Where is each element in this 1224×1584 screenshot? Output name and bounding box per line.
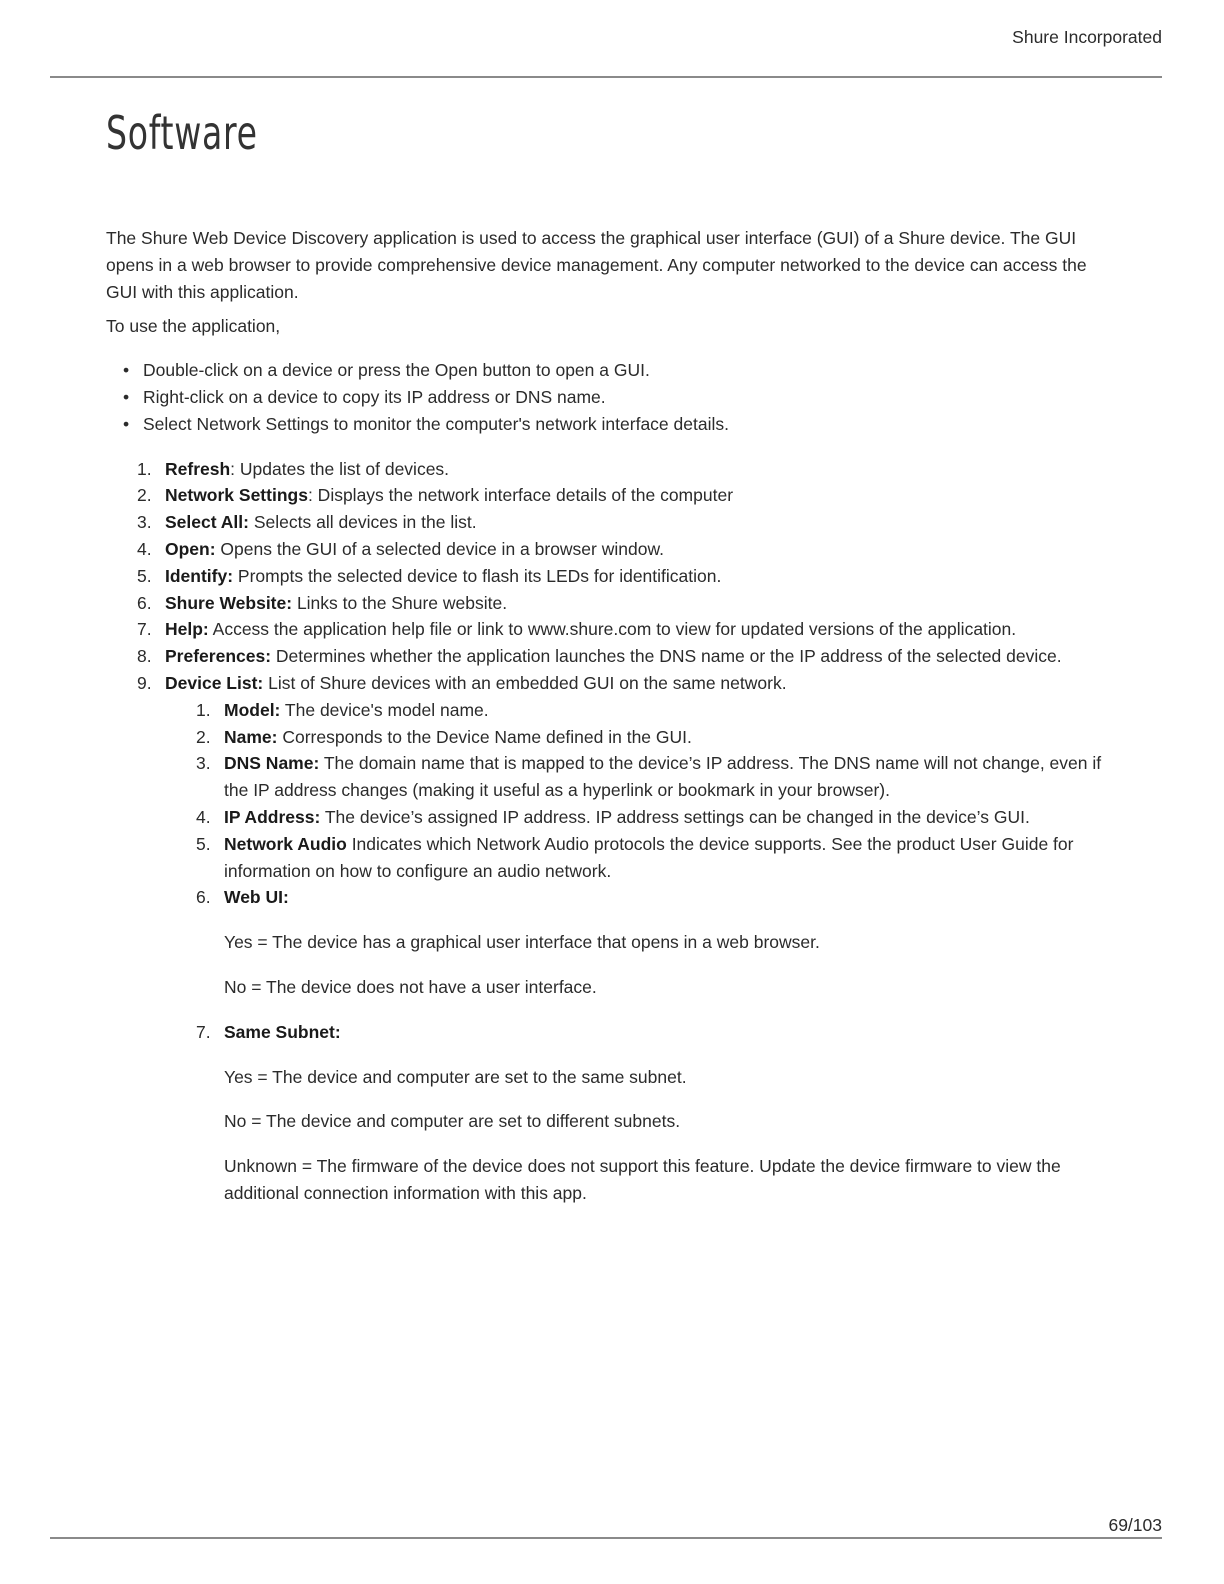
page-number: 69/103 xyxy=(1108,1515,1162,1535)
list-item: • Right-click on a device to copy its IP address or DNS name. xyxy=(106,384,1116,411)
list-item: 3. Select All: Selects all devices in the list. xyxy=(137,512,477,533)
list-item: 6. Web UI: Yes = The device has a graphical user interface that opens in a web browser. No = The device does not have a user interface. xyxy=(165,884,1116,1000)
list-item: 2. Network Settings: Displays the network interface details of the computer xyxy=(137,485,734,506)
footer-divider xyxy=(50,1537,1162,1539)
list-item: 4. IP Address: The device’s assigned IP address. IP address settings can be changed in the device’s GUI. xyxy=(196,806,1030,827)
device-list-columns xyxy=(165,697,1116,1207)
subnet-no-paragraph: No = The device and computer are set to different subnets. xyxy=(224,1111,681,1132)
list-item: 8. Preferences: Determines whether the application launches the DNS name or the IP address of the selected device. xyxy=(137,646,1062,667)
subnet-unknown-paragraph: Unknown = The firmware of the device does not support this feature. Update the device firmware to view the additional connection information with this app. xyxy=(224,1156,1061,1203)
list-item: 1. Model: The device's model name. xyxy=(196,699,489,720)
page-content xyxy=(106,100,1116,1207)
usage-bullet-list xyxy=(106,357,1116,437)
list-item: 1. Refresh: Updates the list of devices. xyxy=(137,458,450,479)
webui-no-paragraph: No = The device does not have a user interface. xyxy=(224,976,597,997)
list-item: 5. Network Audio Indicates which Network Audio protocols the device supports. See the product User Guide for information on how to configure an audio network. xyxy=(196,833,1074,881)
list-item: 2. Name: Corresponds to the Device Name defined in the GUI. xyxy=(196,726,692,747)
bullet-icon: • xyxy=(123,413,130,434)
list-item: • Select Network Settings to monitor the computer's network interface details. xyxy=(106,411,1116,438)
intro-paragraph: The Shure Web Device Discovery application is used to access the graphical user interface (GUI) of a Shure device. The GUI opens in a web browser to provide comprehensive device management. Any computer networked to the device can access the GUI with this application. xyxy=(106,228,1087,302)
company-name: Shure Incorporated xyxy=(1012,27,1162,47)
page-title: Software xyxy=(106,106,258,160)
feature-list xyxy=(106,456,1116,1207)
use-paragraph: To use the application, xyxy=(106,316,281,337)
webui-yes-paragraph: Yes = The device has a graphical user interface that opens in a web browser. xyxy=(224,932,820,953)
bullet-icon: • xyxy=(123,360,130,381)
list-item: 4. Open: Opens the GUI of a selected device in a browser window. xyxy=(137,538,664,559)
subnet-yes-paragraph: Yes = The device and computer are set to the same subnet. xyxy=(224,1066,687,1087)
list-item: 6. Shure Website: Links to the Shure website. xyxy=(137,592,508,613)
list-item: • Double-click on a device or press the Open button to open a GUI. xyxy=(106,357,1116,384)
list-item: 9. Device List: List of Shure devices with an embedded GUI on the same network. 1. Model: The device's model name. 2. Name: Corresponds to the Device Name defined in the GUI. 3. DNS Name: The domain name that is mapped to the device’s IP address. The DNS name will not change, even if the IP address changes (making it useful as a hyperlink or bookmark in your browser). 4. IP Address: The device’s assigned IP address. IP address settings can be changed in the device’s GUI. 5. Network Audio Indicates which Network Audio protocols the device supports. See the product User Guide for information on how to configure an audio network. 6. Web UI: Yes = The device has a graphical user interface that opens in a web browser. No = The device does not have a user interface. 7. Same Subnet: Yes = The device and computer are set to the same subnet. No = The device and computer are set to different subnets. Unknown = The firmware of the device does not support this feature. Update the device firmware to view the additional connection information with this app. xyxy=(106,670,1116,1207)
bullet-icon: • xyxy=(123,386,130,407)
list-item: 5. Identify: Prompts the selected device to flash its LEDs for identification. xyxy=(137,565,722,586)
header-divider xyxy=(50,76,1162,78)
list-item: 3. DNS Name: The domain name that is mapped to the device’s IP address. The DNS name will not change, even if the IP address changes (making it useful as a hyperlink or bookmark in your browser). xyxy=(196,753,1102,801)
list-item: 7. Help: Access the application help file or link to www.shure.com to view for updated versions of the application. xyxy=(137,619,1017,640)
list-item: 7. Same Subnet: Yes = The device and computer are set to the same subnet. No = The device and computer are set to different subnets. Unknown = The firmware of the device does not support this feature. Update the device firmware to view the additional connection information with this app. xyxy=(165,1019,1116,1207)
